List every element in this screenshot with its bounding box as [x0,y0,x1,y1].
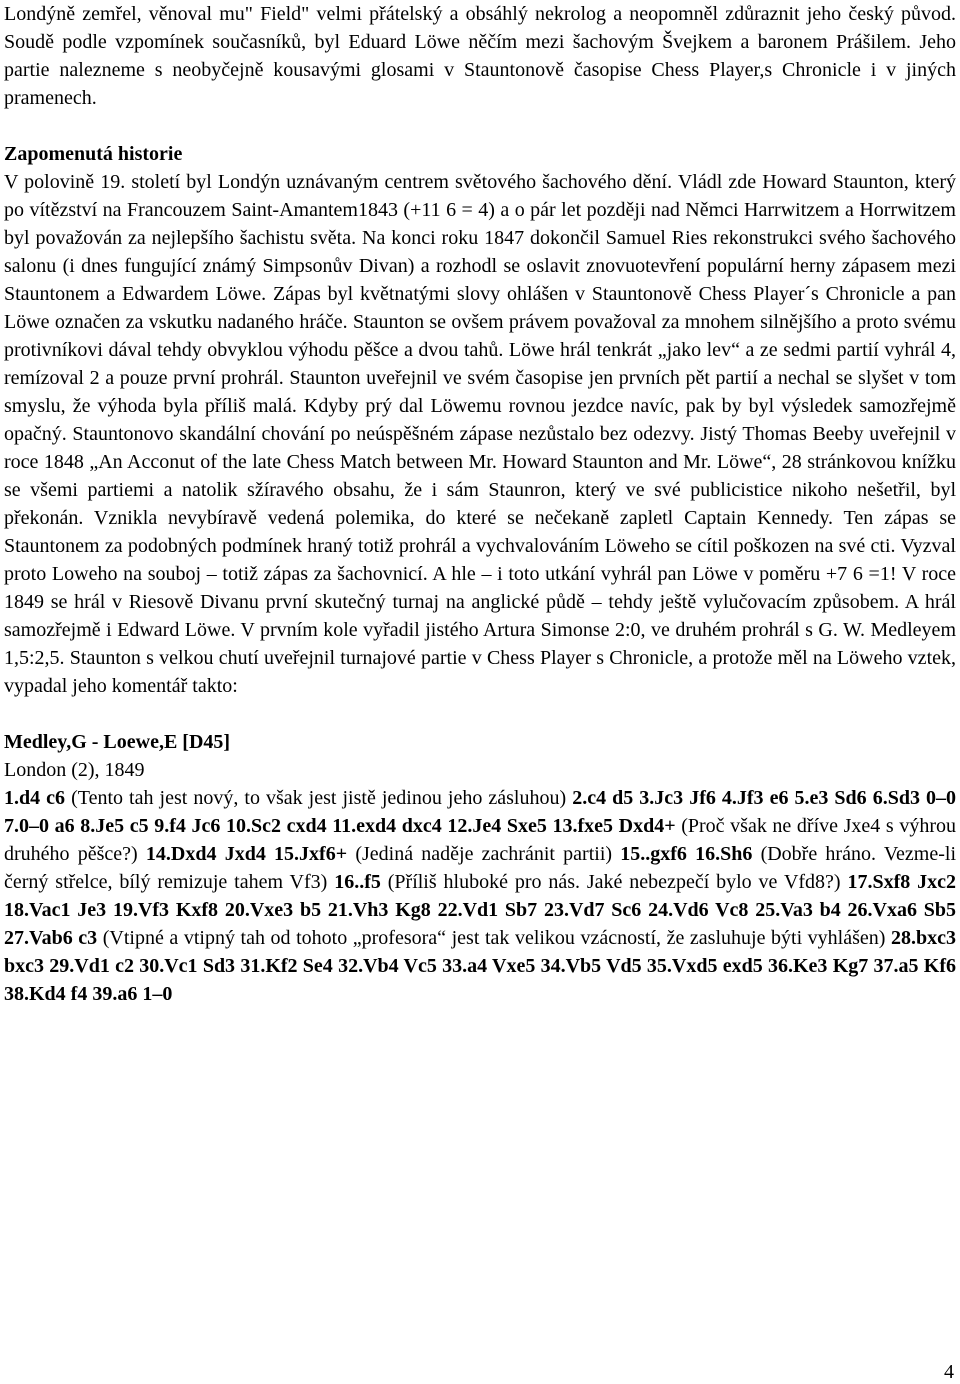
history-paragraph: V polovině 19. století byl Londýn uznávaným centrem světového šachového dění. Vládl zde Howard Staunton, který po vítězství na Francouzem Saint-Amantem1843 (+11 6 = 4) a o pár let později nad Němci Harrwitzem a Horrwitzem byl považován za nejlepšího šachistu světa. Na konci roku 1847 dokončil Samuel Ries rekonstrukci svého šachového salonu (i dnes fungující známý Simpsonův Divan) a rozhodl se oslavit znovuotevření populární herny zápasem mezi Stauntonem a Edwardem Löwe. Zápas byl květnatými slovy ohlášen v Stauntonově Chess Player´s Chronicle a pan Löwe označen za vskutku nadaného hráče. Staunton se ovšem právem považoval za mnohem silnějšího a proto svému protivníkovi dával tehdy obvyklou výhodu pěšce a dvou tahů. Löwe hrál tenkrát „jako lev“ a ze sedmi partií vyhrál 4, remízoval 2 a pouze první prohrál. Staunton uveřejnil ve svém časopise jen prvních pět partií a nechal se slyšet v tom smyslu, že výhoda byla příliš malá. Kdyby prý dal Löwemu rovnou jezdce navíc, pak by byl výsledek samozřejmě opačný. Stauntonovo skandální chování po neúspěšném zápase nezůstalo bez odezvy. Jistý Thomas Beeby uveřejnil v roce 1848 „An Acconut of the late Chess Match between Mr. Howard Staunton and Mr. Löwe“, 28 stránkovou knížku se všemi partiemi a natolik sžíravého obsahu, že i sám Staunron, který ve své publicistice nikoho nešetřil, byl překonán. Vznikla nevybíravě vedená polemika, do které se nečekaně zapletl Captain Kennedy. Ten zápas se Stauntonem za podobných podmínek hraný totiž prohrál a vychvalováním Löweho se cítil poškozen na své cti. Vyzval proto Loweho na souboj – totiž zápas za šachovnicí. A hle – i toto utkání vyhrál pan Löwe v poměru +7 6 =1! V roce 1849 se hrál v Riesově Divanu první skutečný turnaj na anglické půdě – tehdy ještě vylučovacím způsobem. A hrál samozřejmě i Edward Löwe. V prvním kole vyřadil jistého Artura Simonse 2:0, ve druhém prohrál s G. W. Medleyem 1,5:2,5. Staunton s velkou chutí uveřejnil turnajové partie v Chess Player s Chronicle, a protože měl na Löweho vztek, vypadal jeho komentář takto: [4,171,956,697]
move-segment: 28.bxc3 bxc3 29.Vd1 c2 30.Vc1 Sd3 31.Kf2 Se4 32.Vb4 Vc5 33.a4 Vxe5 34.Vb5 Vd5 35.Vxd5 exd5 36.Ke3 Kg7 37.a5 Kf6 38.Kd4 f4 39.a6 1–0 [4,927,957,1005]
game-title: Medley,G - Loewe,E [D45] [4,731,231,753]
game-moves [4,784,956,1008]
comment-segment: (Vtipné a vtipný tah od tohoto „profesora“ jest tak velikou vzácností, že zasluhuje býti vyhlášen) [102,927,892,949]
page-number: 4 [944,1361,954,1383]
comment-segment: (Tento tah jest nový, to však jest jistě jedinou jeho zásluhou) [71,787,573,809]
move-segment: 16..f5 [334,871,388,893]
move-segment: 15..gxf6 16.Sh6 [620,843,761,865]
game-record [4,728,956,1008]
section-heading: Zapomenutá historie [4,143,183,165]
game-place: London (2), 1849 [4,759,145,781]
intro-paragraph: Londýně zemřel, věnoval mu" Field" velmi přátelský a obsáhlý nekrolog a neopomněl zdůraznit jeho český původ. Soudě podle vzpomínek současníků, byl Eduard Löwe něčím mezi šachovým Švejkem a baronem Prášilem. Jeho partie nalezneme s neobyčejně kousavými glosami v Stauntonově časopise Chess Player,s Chronicle i v jiných pramenech. [4,3,956,109]
move-segment: 1.d4 c6 [4,787,72,809]
document-page [4,0,956,1008]
move-segment: 14.Dxd4 Jxd4 15.Jxf6+ [145,843,356,865]
move-segment: 2.c4 d5 3.Jc3 Jf6 4.Jf3 e6 5.e3 Sd6 6.Sd3 0–0 7.0–0 a6 8.Je5 c5 9.f4 Jc6 10.Sc2 cxd4 11.exd4 dxc4 12.Je4 Sxe5 13.fxe5 Dxd4+ [4,787,957,837]
comment-segment: (Dobře hráno. Vezme-li černý střelce, bílý remizuje tahem Vf3) [4,843,957,893]
comment-segment: (Proč však ne dříve Jxe4 s výhrou druhého pěšce?) [4,815,956,865]
comment-segment: (Příliš hluboké pro nás. Jaké nebezpečí bylo ve Vfd8?) [387,871,848,893]
move-segment: 17.Sxf8 Jxc2 18.Vac1 Je3 19.Vf3 Kxf8 20.Vxe3 b5 21.Vh3 Kg8 22.Vd1 Sb7 23.Vd7 Sc6 24.Vd6 Vc8 25.Va3 b4 26.Vxa6 Sb5 27.Vab6 c3 [4,871,957,949]
comment-segment: (Jediná naděje zachránit partii) [355,843,621,865]
